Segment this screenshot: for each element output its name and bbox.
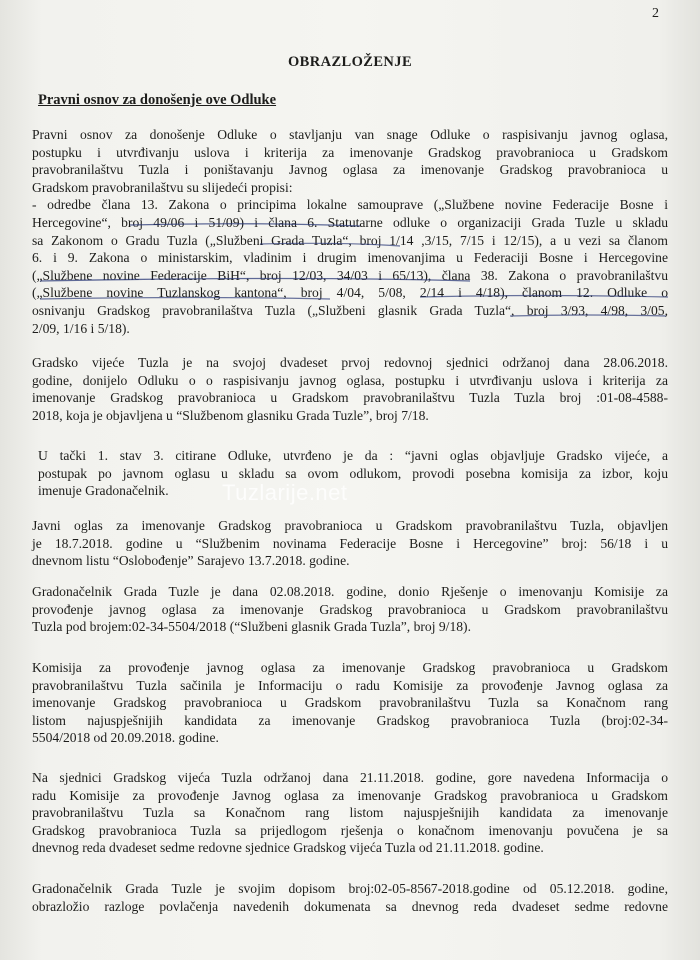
text-line: („Službene novine Tuzlanskog kantona“, broj 4/04, 5/08, 2/14 i 4/18), članom 12. Odluke o: [32, 285, 668, 301]
text-line: - odredbe člana 13. Zakona o principima lokalne samouprave („Službene novine Federacije Bosne i: [32, 197, 668, 213]
text-line: Gradsko vijeće Tuzla je na svojoj dvadeset prvoj redovnoj sjednici održanoj dana 28.06.2018.: [32, 355, 668, 370]
paragraph-decision-point: [38, 447, 668, 500]
text-line: 6. i 9. Zakona o ministarskim, vladinim i drugim imenovanjima u Federaciji Bosne i Hercegovine: [32, 250, 668, 266]
paragraph-public-notice: [32, 517, 668, 570]
text-line: Tuzla pod brojem:02-34-5504/2018 (“Službeni glasnik Grada Tuzla”, broj 9/18).: [32, 619, 471, 635]
text-line: postupak po javnom oglasu u skladu sa ovom odlukom, provodi posebna komisija za izbor, koju: [38, 465, 668, 481]
text-line: Gradskog pravobranioca Tuzla sa prijedlogom rješenja o konačnom imenovanju povučena je sa: [32, 822, 668, 838]
text-line: imenuje Gradonačelnik.: [38, 483, 169, 499]
text-line: imenovanje Gradskog pravobranioca u Gradskom pravobranilaštvu Tuzla Tuzla broj :01-08-4588-: [32, 390, 668, 406]
watermark-text: Tuzlarije.net: [222, 480, 348, 505]
page-number: 2: [652, 6, 659, 21]
text-line: osnivanju Gradskog pravobranilaštva Tuzla („Službeni glasnik Grada Tuzla“, broj 3/93, 4/98, 3/05,: [32, 302, 668, 318]
text-line: 5504/2018 od 20.09.2018. godine.: [32, 730, 219, 746]
text-line: Gradskom pravobranilaštvu su slijedeći propisi:: [32, 179, 293, 195]
text-line: Gradonačelnik Grada Tuzle je dana 02.08.2018. godine, donio Rješenje o imenovanju Komisije za: [32, 584, 668, 599]
paragraph-mayor-decision: [32, 583, 668, 636]
text-line: 2018, koja je objavljena u “Službenom glasniku Grada Tuzle”, broj 7/18.: [32, 407, 429, 423]
text-line: je 18.7.2018. godine u “Službenim novinama Federacije Bosne i Hercegovine” broj: 56/18 i u: [32, 535, 668, 551]
section-heading: Pravni osnov za donošenje ove Odluke: [38, 92, 277, 108]
text-line: provođenje javnog oglasa za imenovanje Gradskog pravobranioca u Gradskom pravobranilaštvu: [32, 601, 668, 617]
paragraph-council-session: [32, 769, 668, 857]
text-line: Gradonačelnik Grada Tuzle je svojim dopisom broj:02-05-8567-2018.godine od 05.12.2018. godine,: [32, 881, 668, 896]
text-line: radu Komisije za provođenje Javnog oglasa za imenovanje Gradskog pravobranioca u Gradskom: [32, 787, 668, 803]
document-title: OBRAZLOŽENJE: [287, 54, 413, 70]
text-line: pravobranilaštvu Tuzla sačinila je Informaciju o radu Komisije za provođenje Javnog oglasa za: [32, 677, 668, 693]
text-line: Javni oglas za imenovanje Gradskog pravobranioca u Gradskom pravobranilaštvu Tuzla, objavljen: [32, 518, 668, 533]
text-line: pravobranilaštvu Tuzla sa Konačnom rang listom najuspješnijih kandidata za imenovanje: [32, 805, 668, 821]
text-line: dnevnog reda dvadeset sedme redovne sjednice Gradskog vijeća Tuzla od 21.11.2018. godine.: [32, 840, 544, 856]
text-line: („Službene novine Federacije BiH“, broj 12/03, 34/03 i 65/13), člana 38. Zakona o pravobranilaštvu: [32, 267, 668, 283]
text-line: dnevnom listu “Oslobođenje” Sarajevo 13.7.2018. godine.: [32, 553, 350, 569]
text-line: U tački 1. stav 3. citirane Odluke, utvrđeno je da : “javni oglas objavljuje Gradsko vijeće, a: [38, 448, 668, 463]
text-line: listom najuspješnijih kandidata za imenovanje Gradskog pravobranioca Tuzla (broj:02-34-: [32, 712, 668, 728]
text-line: godine, donijelo Odluku o o raspisivanju javnog oglasa, postupku i utvrđivanju uslova i kriterija za: [32, 372, 668, 388]
paragraph-council-decision: [32, 354, 668, 424]
text-line: Hercegovine“, broj 49/06 i 51/09) i člana 6. Statutarne odluke o organizaciji Grada Tuzle u skladu: [32, 214, 668, 230]
text-line: imenovanje Gradskog pravobranioca u Gradskom pravobranilaštvu Tuzla sa Konačnom rang: [32, 695, 668, 711]
paragraph-legal-basis: [32, 126, 668, 337]
text-line: obrazložio razloge povlačenja navedenih dokumenata sa dnevnog reda dvadeset sedme redovne: [32, 898, 668, 914]
text-line: Pravni osnov za donošenje Odluke o stavljanju van snage Odluke o raspisivanju javnog oglasa,: [32, 127, 668, 142]
text-line: postupku i utvrđivanju uslova i kriterija za imenovanje Gradskog pravobranioca u Gradskom: [32, 144, 668, 160]
paragraph-mayor-letter: [32, 880, 668, 915]
text-line: pravobranilaštvu Tuzla i poništavanju Javnog oglasa za imenovanje Gradskog pravobranioca u: [32, 162, 668, 178]
text-line: Na sjednici Gradskog vijeća Tuzla održanoj dana 21.11.2018. godine, gore navedena Informacija o: [32, 770, 668, 785]
text-line: Komisija za provođenje javnog oglasa za imenovanje Gradskog pravobranioca u Gradskom: [32, 660, 668, 675]
paragraph-commission-report: [32, 659, 668, 747]
text-line: sa Zakonom o Gradu Tuzla („Službeni Grada Tuzla“, broj 1/14 ,3/15, 7/15 i 12/15), a u vezi sa članom: [32, 232, 668, 248]
text-line: 2/09, 1/16 i 5/18).: [32, 320, 130, 336]
